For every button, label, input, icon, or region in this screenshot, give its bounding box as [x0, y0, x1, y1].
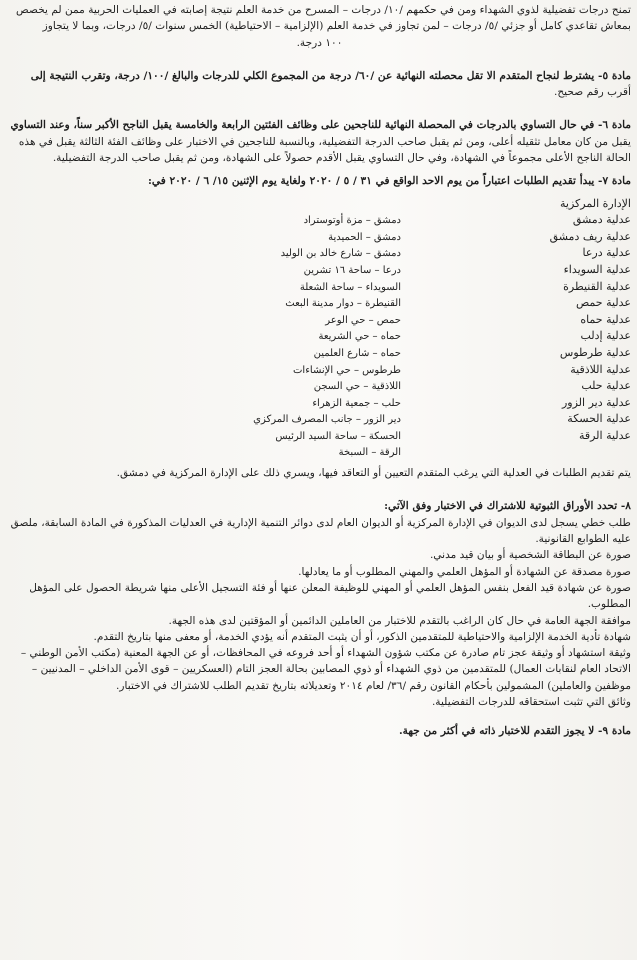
article-6-line: الحالة الناجح الأعلى مجموعاً في الشهادة، وفي حال التساوي يقبل الأقدم حصولاً على الشهادة، ومن ثم يقبل صاحب الدرجة التفضيلية.: [52, 152, 631, 165]
documents-list: [8, 515, 631, 711]
office-row: [8, 312, 631, 329]
document-requirement-line: عليه الطوابع القانونية.: [535, 533, 631, 546]
office-row: [8, 196, 631, 213]
office-address: دير الزور – جانب المصرف المركزي: [253, 414, 401, 426]
document-requirement-line: موظفين والعاملين) المشمولين بأحكام القانون رقم /٣٦/ لعام ٢٠١٤ وتعديلاته بتاريخ تقديم الطلب للاشتراك في الاختبار.: [116, 679, 631, 692]
article-6-line: مادة ٦- في حال التساوي بالدرجات في المحصلة النهائية للناجحين على وظائف الفئتين الرابعة والخامسة يقبل الناجح الأكبر سناً، وعند التساوي: [10, 119, 631, 132]
office-row: [8, 378, 631, 395]
office-name: عدلية حماه: [580, 312, 631, 326]
document-requirement-line: موافقة الجهة العامة في حال كان الراغب بالتقدم للاختبار من العاملين الدائمين أو المؤقتين لدى هذه الجهة.: [168, 614, 631, 627]
office-address: حلب – جمعية الزهراء: [312, 397, 401, 409]
article-7: [8, 173, 631, 481]
office-row: [8, 445, 631, 462]
office-address: السويداء – ساحة الشعلة: [299, 281, 401, 293]
office-row: [8, 262, 631, 279]
document-requirement-line: الاتحاد العام لنقابات العمال) للمتقدمين من ذوي الشهداء أو ذوي المصابين بحالة العجز التام (العسكريين – قوى الأمن الداخلي – المدنيين –: [31, 663, 631, 676]
office-row: [8, 411, 631, 428]
office-address: حمص – حي الوعر: [325, 314, 401, 326]
office-address: طرطوس – حي الإنشاءات: [293, 364, 401, 376]
office-row: [8, 279, 631, 296]
office-name: عدلية حلب: [581, 379, 631, 393]
text-line: بمعاش تقاعدي كامل أو جزئي /٥/ درجات – لمن تجاوز في خدمة العلم (الإلزامية – الاحتياطية) الخمس سنوات /٥/ درجات، وبما لا يتجاوز: [42, 20, 631, 33]
office-address: الرقة – السبخة: [338, 446, 401, 458]
office-row: [8, 428, 631, 445]
office-address: دمشق – الحميدية: [328, 231, 401, 243]
article-5-line: أقرب رقم صحيح.: [553, 86, 631, 99]
article-9: [8, 723, 631, 739]
document-body: [8, 2, 631, 960]
office-name: عدلية درعا: [582, 246, 631, 260]
office-address: دمشق – شارع خالد بن الوليد: [280, 248, 401, 260]
office-row: [8, 362, 631, 379]
office-row: [8, 245, 631, 262]
document-requirement-line: صورة مصدقة عن الشهادة أو المؤهل العلمي والمهني المطلوب أو ما يعادلها.: [298, 565, 631, 578]
article-7-tail: يتم تقديم الطلبات في العدلية التي يرغب المتقدم التعيين أو التعاقد فيها، ويسري ذلك على الإدارة المركزية في دمشق.: [116, 467, 631, 480]
article-6-line: يقبل من كان معامل تثقيله أعلى، ومن ثم يقبل صاحب الدرجة التفضيلية، وبالنسبة للناجحين في الاختبار على وظائف الفئة الثالثة يقبل في هذه: [18, 135, 631, 148]
office-row: [8, 328, 631, 345]
article-5: [8, 68, 631, 101]
office-address: حماه – حي الشريعة: [318, 331, 401, 343]
office-address: حماه – شارع العلمين: [313, 348, 401, 360]
office-name: عدلية طرطوس: [559, 346, 631, 360]
office-name: عدلية دمشق: [572, 213, 631, 227]
office-address: دمشق – مزة أوتوستراد: [303, 215, 401, 227]
office-address: الحسكة – ساحة السيد الرئيس: [275, 430, 401, 442]
office-row: [8, 395, 631, 412]
office-name: عدلية اللاذقية: [570, 362, 631, 376]
office-name: عدلية الرقة: [578, 428, 631, 442]
office-name: عدلية الحسكة: [567, 412, 631, 426]
office-address: القنيطرة – دوار مدينة البعث: [285, 298, 401, 310]
document-requirement-line: المطلوب.: [587, 598, 631, 611]
office-address: اللاذقية – حي السجن: [313, 381, 401, 393]
office-row: [8, 212, 631, 229]
article-8: [8, 498, 631, 710]
office-row: [8, 295, 631, 312]
article-9-text: مادة ٩- لا يجوز التقدم للاختبار ذاته في أكثر من جهة.: [398, 725, 631, 738]
office-name: الإدارة المركزية: [560, 196, 631, 210]
document-requirement-line: صورة عن البطاقة الشخصية أو بيان قيد مدني.: [429, 549, 631, 562]
office-name: عدلية القنيطرة: [563, 279, 631, 293]
offices-list: [8, 196, 631, 462]
document-requirement-line: وثيقة استشهاد أو وثيقة عجز تام صادرة عن مكتب شؤون الشهداء أو أحد فروعه في المحافظات، أو عن الجهة المعنية (مكتب الأمن الوطني –: [20, 647, 631, 660]
document-requirement-line: طلب خطي يسجل لدى الديوان في الإدارة المركزية أو الديوان العام لدى دوائر التنمية الإدارية في العدليات المذكورة في المادة السابقة، ملصق: [10, 516, 631, 529]
office-row: [8, 229, 631, 246]
office-name: عدلية دير الزور: [561, 395, 631, 409]
office-name: عدلية حمص: [575, 296, 631, 310]
text-line: تمنح درجات تفضيلية لذوي الشهداء ومن في حكمهم /١٠/ درجات – المسرح من خدمة العلم نتيجة إصابته في العمليات الحربية ممن لم يخصص: [16, 4, 631, 16]
text-line: ١٠٠ درجة.: [296, 36, 343, 49]
document-requirement-line: وثائق التي تثبت استحقاقه للدرجات التفضيلية.: [431, 696, 631, 709]
preferential-degrees-paragraph: [8, 2, 631, 51]
article-5-line: مادة ٥- يشترط لنجاح المتقدم الا تقل محصلته النهائية عن /٦٠/ درجة من المجموع الكلي للدرجات والبالغ /١٠٠/ درجة، وتقرب النتيجة إلى: [30, 69, 631, 82]
article-7-heading: مادة ٧- يبدأ تقديم الطلبات اعتباراً من يوم الاحد الواقع في ٣١ / ٥ / ٢٠٢٠ ولغاية يوم الإثنين ١٥/ ٦ / ٢٠٢٠ في:: [147, 175, 631, 188]
office-row: [8, 345, 631, 362]
document-requirement-line: شهادة تأدية الخدمة الإلزامية والاحتياطية للمتقدمين الذكور، أو أن يثبت المتقدم أنه يؤدي الخدمة، أو معفى منها بتاريخ التقدم.: [93, 630, 631, 643]
article-6: [8, 117, 631, 166]
office-name: عدلية إدلب: [580, 329, 631, 343]
office-name: عدلية السويداء: [563, 263, 631, 277]
document-requirement-line: صورة عن شهادة قيد الفعل بنفس المؤهل العلمي أو المهني للوظيفة المعلن عنها أو فئة التسجيل الأعلى منها شريطة الحصول على المؤهل: [29, 581, 631, 594]
article-8-heading: ٨- تحدد الأوراق الثبوتية للاشتراك في الاختبار وفق الآتي:: [384, 500, 631, 513]
office-name: عدلية ريف دمشق: [549, 229, 631, 243]
office-address: درعا – ساحة ١٦ تشرين: [303, 265, 401, 277]
